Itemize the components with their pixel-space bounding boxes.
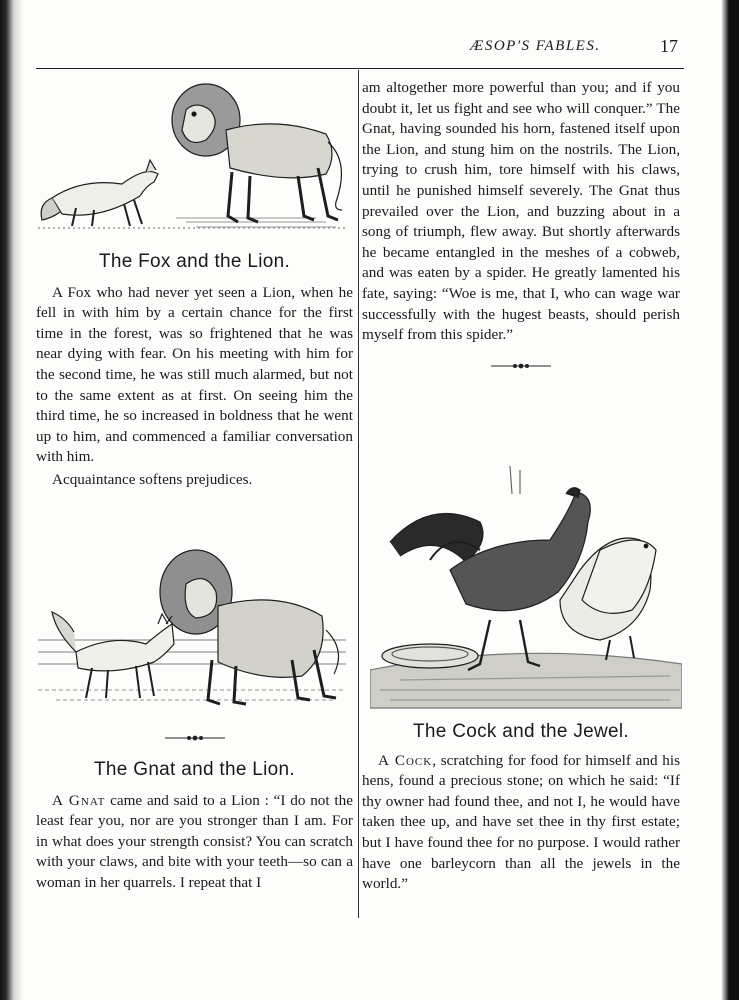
fable-gnat-lion-start	[36, 734, 353, 894]
ornament-divider-icon	[165, 734, 225, 742]
fable-title-cock-jewel: The Cock and the Jewel.	[412, 721, 629, 742]
fable-body-gnat-lion-right: am altogether more powerful than you; and if you doubt it, let us fight and see who will conquer.” The Gnat, having sounded his horn, fastened itself upon the Lion, and stung him on the nostrils. The Lion, trying to crush him, tore himself with his claws, until he punished himself severely. The Gnat thus prevailed over the Lion, and buzzing about in a song of triumph, flew away. But shortly afterwards he became entangled in the meshes of a cobweb, and was eaten by a spider. He greatly lamented his fate, saying: “Woe is me, that I, who can wage war successfully with the hugest beasts, should perish myself from this spider.”	[362, 79, 680, 344]
scan-edge-left	[0, 0, 24, 1000]
fable-lead-gnat: A Gnat	[52, 791, 106, 809]
fable-body-fox-lion: A Fox who had never yet seen a Lion, when he fell in with him by a certain chance for the first time in the forest, was so frightened that he was near dying with fear. On his meeting with him for the second time, he was still much alarmed, but not to the same extent as at first. On seeing him the third time, he so increased in boldness that he went up to him, and commenced a familiar conversation with him.	[36, 283, 353, 466]
running-head: ÆSOP'S FABLES.	[470, 38, 601, 54]
ornament-divider-icon	[491, 362, 551, 370]
column-rule	[358, 70, 359, 918]
fable-body-gnat-lion-left	[36, 791, 353, 894]
illustration-fox-lion-first	[36, 80, 348, 240]
illustration-fox-lion-second	[36, 540, 348, 720]
illustration-cock-hens	[370, 460, 682, 710]
fable-fox-lion	[36, 252, 353, 491]
fable-body-cock-jewel	[362, 751, 680, 895]
scan-edge-right	[721, 0, 739, 1000]
fable-gnat-lion-continued	[362, 78, 680, 370]
fable-body-gnat-lion-left-text: came and said to a Lion : “I do not the least fear you, nor are you stronger than I am. For in what does your strength consist? You can scratch with your claws, and bite with your teeth—so can a woman in her quarrels. I repeat that I	[36, 791, 353, 891]
header-rule	[36, 68, 684, 69]
fable-title-gnat-lion: The Gnat and the Lion.	[94, 759, 295, 780]
fable-cock-jewel	[362, 722, 680, 895]
fable-lead-cock: A Cock	[378, 751, 433, 769]
fable-moral-fox-lion: Acquaintance softens prejudices.	[52, 470, 253, 488]
page-number: 17	[660, 36, 678, 56]
fable-body-cock-jewel-text: , scratching for food for himself and his hens, found a precious stone; on which he said: “If thy owner had found thee, and not I, he would have taken thee up, and have set thee in thy first estate; but I have found thee for no purpose. I would rather have one barleycorn than all the jewels in the world.”	[362, 751, 681, 893]
fable-title-fox-lion: The Fox and the Lion.	[98, 251, 291, 272]
